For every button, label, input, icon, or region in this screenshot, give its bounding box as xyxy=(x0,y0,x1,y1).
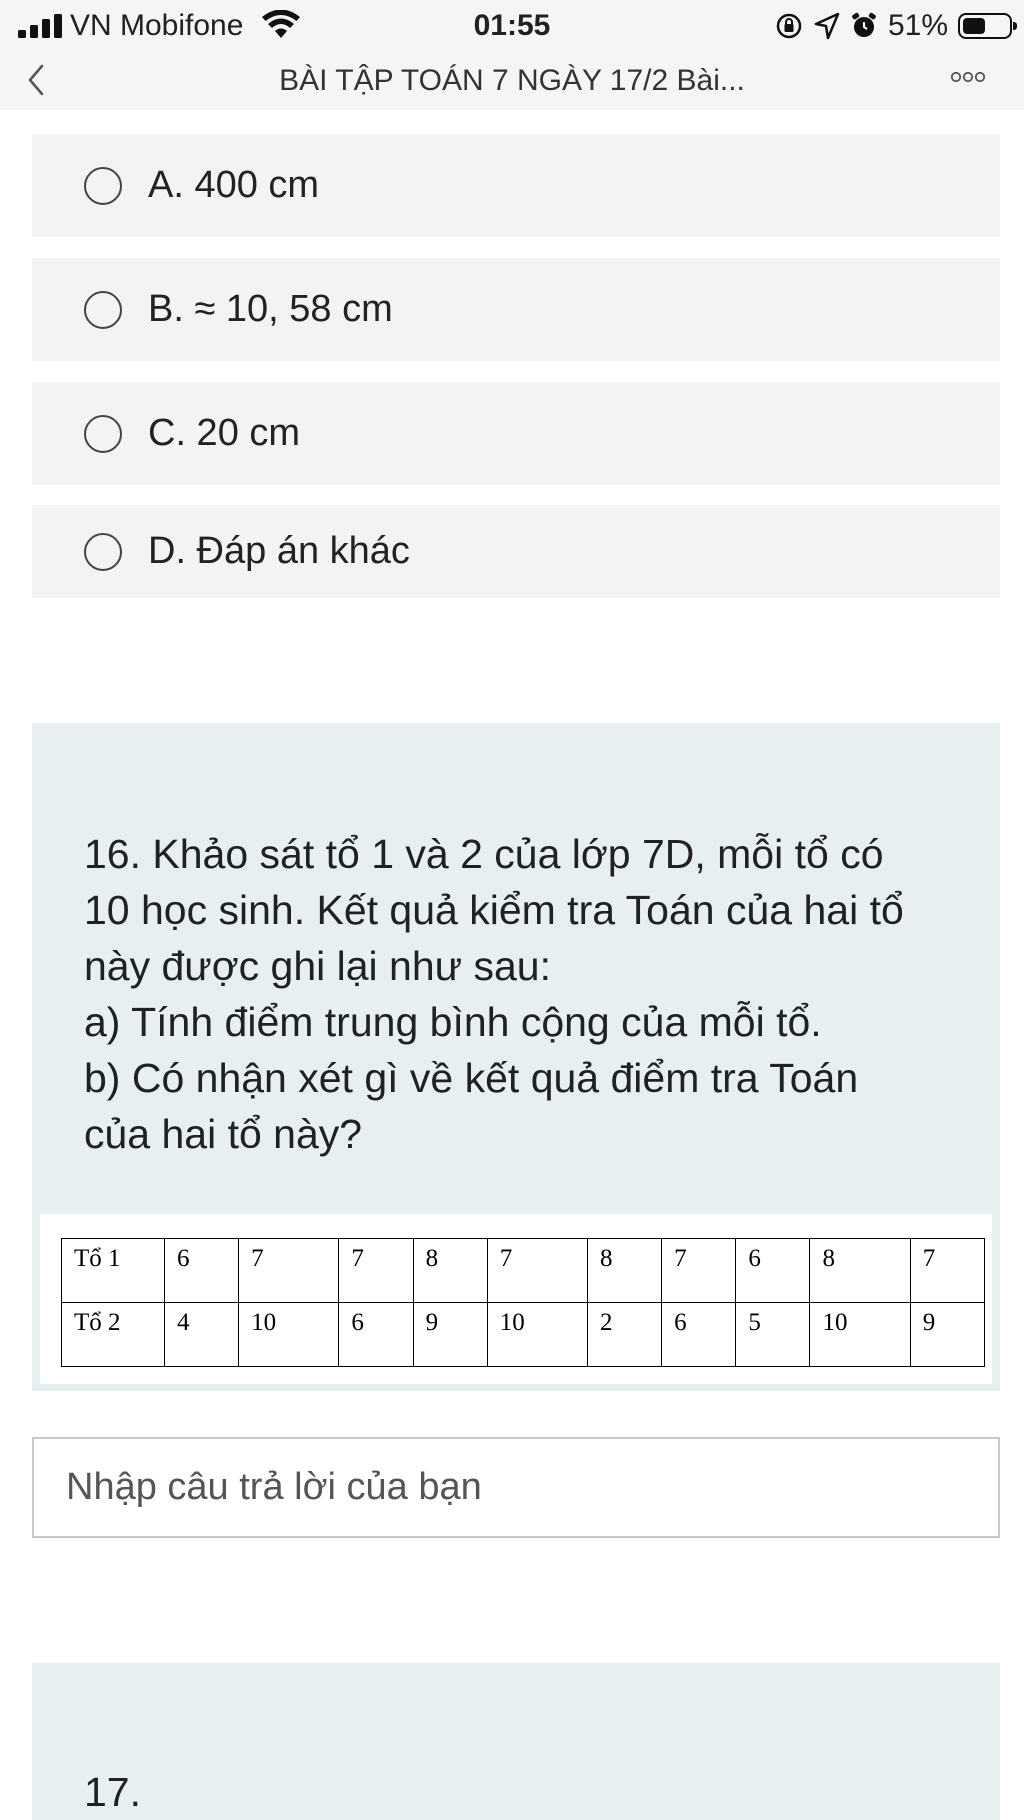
table-cell: 2 xyxy=(588,1303,662,1367)
table-cell: 10 xyxy=(487,1303,587,1367)
table-cell: 7 xyxy=(910,1239,984,1303)
top-bar xyxy=(0,0,1024,110)
table-row xyxy=(62,1303,985,1367)
table-cell: 9 xyxy=(910,1303,984,1367)
carrier-name: VN Mobifone xyxy=(70,9,244,42)
table-cell: 10 xyxy=(239,1303,339,1367)
table-cell: 4 xyxy=(165,1303,239,1367)
table-cell: 8 xyxy=(588,1239,662,1303)
question-17-card xyxy=(32,1663,1000,1820)
table-cell: 6 xyxy=(736,1239,810,1303)
alarm-clock-icon xyxy=(850,11,878,41)
table-cell: 6 xyxy=(339,1303,413,1367)
table-cell: 8 xyxy=(810,1239,910,1303)
location-arrow-icon xyxy=(814,12,840,40)
table-cell: 9 xyxy=(413,1303,487,1367)
answer-option-a[interactable] xyxy=(32,134,1000,237)
question-text-line: của hai tổ này? xyxy=(84,1111,363,1157)
table-cell: 7 xyxy=(662,1239,736,1303)
score-table-image xyxy=(40,1214,992,1384)
answer-option-c[interactable] xyxy=(32,382,1000,485)
table-cell: 7 xyxy=(239,1239,339,1303)
table-cell: 6 xyxy=(165,1239,239,1303)
question-text-line: 10 học sinh. Kết quả kiểm tra Toán của hai tổ xyxy=(84,887,904,933)
answer-input[interactable] xyxy=(32,1437,1000,1538)
radio-button[interactable] xyxy=(84,291,122,329)
table-cell: 7 xyxy=(339,1239,413,1303)
option-label: D. Đáp án khác xyxy=(148,530,410,572)
radio-button[interactable] xyxy=(84,167,122,205)
answer-option-b[interactable] xyxy=(32,258,1000,361)
option-label: A. 400 cm xyxy=(148,164,320,206)
question-text-line: b) Có nhận xét gì về kết quả điểm tra Toán xyxy=(84,1055,859,1101)
clock-time: 01:55 xyxy=(473,9,551,42)
table-cell: 10 xyxy=(810,1303,910,1367)
battery-percentage: 51% xyxy=(887,9,948,42)
table-cell: 7 xyxy=(487,1239,587,1303)
battery-icon xyxy=(958,13,1012,39)
question-text-line: 16. Khảo sát tổ 1 và 2 của lớp 7D, mỗi tổ có xyxy=(84,831,884,877)
question-text-line: này được ghi lại như sau: xyxy=(84,943,551,989)
answer-option-d[interactable] xyxy=(32,505,1000,598)
orientation-lock-icon xyxy=(774,11,804,41)
option-label: B. ≈ 10, 58 cm xyxy=(148,288,393,330)
table-cell: 6 xyxy=(662,1303,736,1367)
question-16-text xyxy=(84,826,944,1162)
table-cell: 5 xyxy=(736,1303,810,1367)
table-row-header: Tổ 1 xyxy=(62,1239,165,1303)
page-title: BÀI TẬP TOÁN 7 NGÀY 17/2 Bài... xyxy=(279,64,745,97)
option-label: C. 20 cm xyxy=(148,412,301,454)
status-bar xyxy=(0,0,1024,52)
radio-button[interactable] xyxy=(84,415,122,453)
table-cell: 8 xyxy=(413,1239,487,1303)
more-options-icon[interactable] xyxy=(950,70,986,84)
question-text-line: a) Tính điểm trung bình cộng của mỗi tổ. xyxy=(84,999,822,1045)
score-table xyxy=(61,1238,985,1367)
table-row-header: Tổ 2 xyxy=(62,1303,165,1367)
radio-button[interactable] xyxy=(84,533,122,571)
question-17-number: 17. xyxy=(84,1769,141,1815)
table-row xyxy=(62,1239,985,1303)
status-right-icons xyxy=(774,8,1012,44)
